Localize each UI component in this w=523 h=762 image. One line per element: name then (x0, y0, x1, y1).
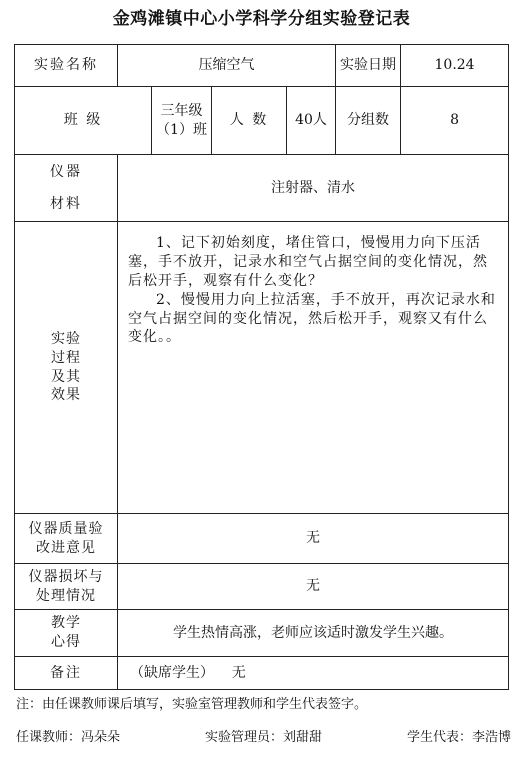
experiment-name-label: 实验名称 (15, 45, 118, 87)
teacher-signature: 任课教师：冯朵朵 (16, 730, 121, 745)
row-quality (15, 514, 509, 564)
quality-value[interactable]: 无 (118, 514, 509, 564)
materials-label-line2: 材料 (50, 196, 82, 212)
materials-value[interactable]: 注射器、清水 (118, 155, 509, 222)
footer-note: 注：由任课教师课后填写，实验室管理教师和学生代表签字。 (16, 697, 368, 712)
experiment-date-label: 实验日期 (336, 45, 401, 87)
damage-label (15, 564, 118, 610)
experiment-registration-table (14, 44, 509, 690)
row-teaching (15, 610, 509, 657)
form-title: 金鸡滩镇中心小学科学分组实验登记表 (112, 9, 411, 29)
row-experiment-name (15, 45, 509, 87)
class-value[interactable] (152, 87, 212, 155)
class-grade: 三年级 (160, 102, 203, 119)
damage-label-line2: 处理情况 (36, 587, 96, 604)
damage-value[interactable]: 无 (118, 564, 509, 610)
damage-label-line1: 仪器损坏与 (28, 568, 104, 585)
row-process (15, 222, 509, 514)
quality-label-line1: 仪器质量验 (28, 520, 104, 537)
process-label-line1: 实验 (51, 330, 81, 347)
process-label-line2: 过程 (51, 349, 81, 366)
teaching-label (15, 610, 118, 657)
student-count-value[interactable]: 40人 (287, 87, 336, 155)
process-description[interactable] (118, 222, 509, 514)
materials-label (15, 155, 118, 222)
teaching-label-line2: 心得 (51, 634, 81, 650)
process-label (15, 222, 118, 514)
student-count-label: 人 数 (212, 87, 287, 155)
student-signature: 学生代表：李浩博 (406, 730, 511, 745)
signature-row (16, 726, 511, 745)
row-class-info (15, 87, 509, 155)
quality-label-line2: 改进意见 (36, 539, 96, 556)
materials-label-line1: 仪器 (50, 164, 82, 180)
process-label-line3: 及其 (51, 368, 81, 385)
remarks-value[interactable]: （缺席学生） 无 (118, 657, 509, 690)
class-label: 班 级 (15, 87, 152, 155)
manager-signature: 实验管理员：刘甜甜 (204, 730, 322, 745)
remarks-label: 备注 (15, 657, 118, 690)
row-materials (15, 155, 509, 222)
experiment-name-value[interactable]: 压缩空气 (118, 45, 336, 87)
quality-label (15, 514, 118, 564)
class-number: （1）班 (156, 121, 207, 138)
group-count-value[interactable]: 8 (401, 87, 509, 155)
process-step-2: 2、慢慢用力向上拉活塞，手不放开，再次记录水和空气占据空间的变化情况，然后松开手，观察又有什么变化。。 (128, 291, 496, 346)
group-count-label: 分组数 (336, 87, 401, 155)
process-step-1: 1、记下初始刻度，堵住管口，慢慢用力向下压活塞，手不放开，记录水和空气占据空间的变化情况，然后松开手，观察有什么变化？ (128, 235, 488, 289)
teaching-value[interactable]: 学生热情高涨，老师应该适时激发学生兴趣。 (118, 610, 509, 657)
row-remarks (15, 657, 509, 690)
row-damage (15, 564, 509, 610)
teaching-label-line1: 教学 (51, 615, 81, 632)
experiment-date-value[interactable]: 10.24 (401, 45, 509, 87)
process-label-line4: 效果 (51, 387, 81, 404)
